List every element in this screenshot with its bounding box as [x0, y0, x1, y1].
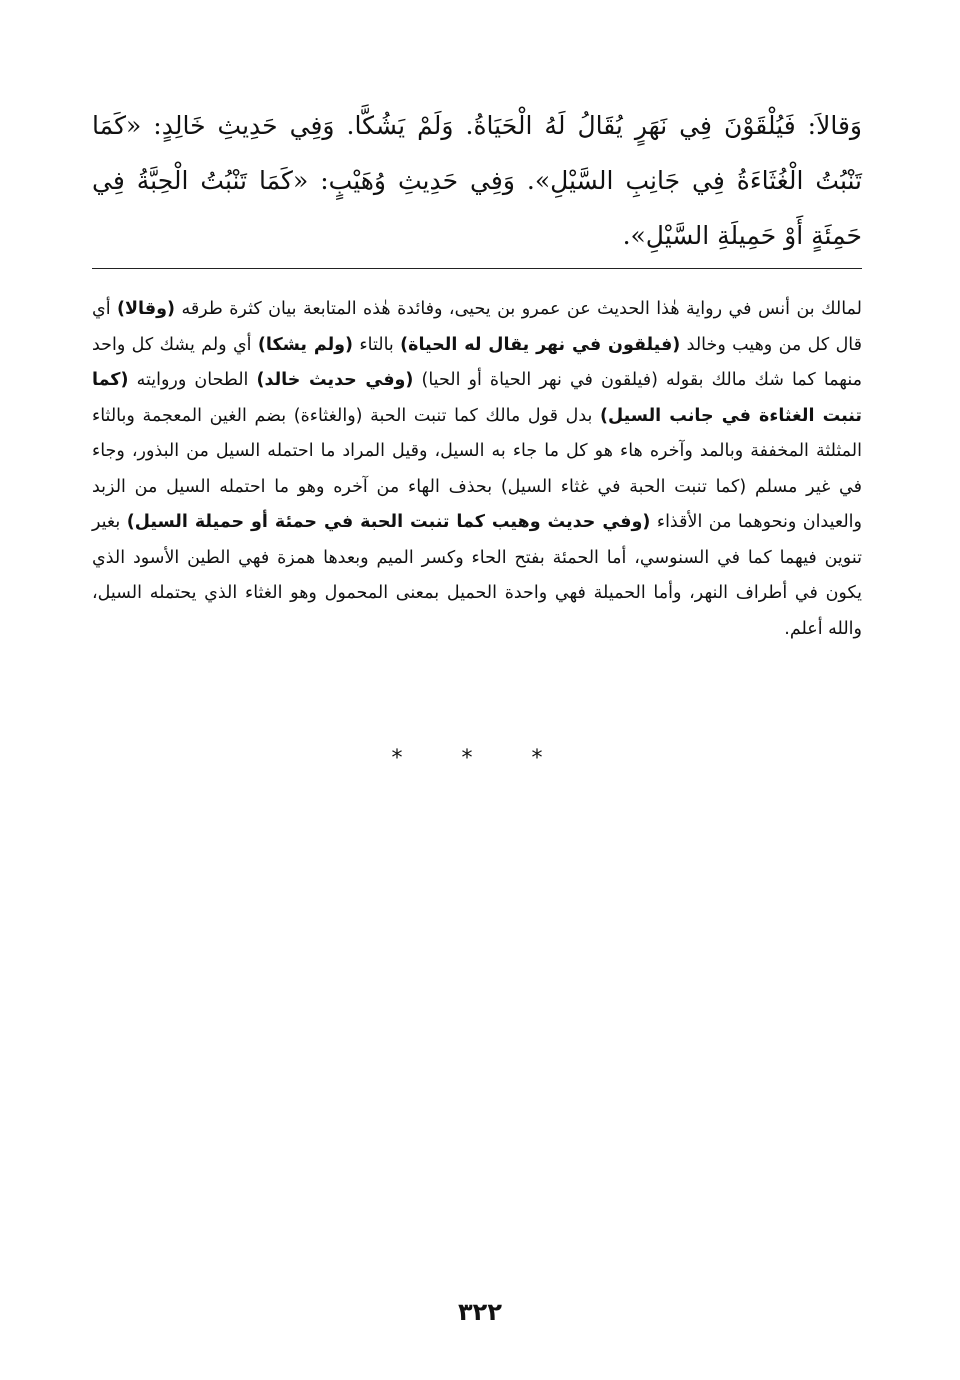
footnote-text: أي قال كل من وهيب وخالد — [92, 299, 862, 355]
footnote-bold-phrase: (وفي حديث وهيب كما تنبت الحبة في حمئة أو حميلة السيل) — [126, 512, 651, 532]
footnote-bold-phrase: (فيلقون في نهر يقال له الحياة) — [400, 334, 681, 355]
footnote-text: لمالك بن أنس في رواية هٰذا الحديث عن عمرو بن يحيى، وفائدة هٰذه المتابعة بيان كثرة طرقه — [174, 299, 862, 319]
footnote-text: الطحان وروايته — [128, 370, 257, 390]
footnote-bold-phrase: (وقالا) — [117, 299, 175, 319]
footnote-text: بالتاء — [353, 334, 401, 355]
main-hadith-text: وَقالاَ: فَيُلْقَوْنَ فِي نَهَرٍ يُقَالُ لَهُ الْحَيَاةُ. وَلَمْ يَشُكَّا. وَفِي حَدِيثِ خَالِدٍ: «كَمَا تَنْبُتُ الْغُثَاءَةُ فِي جَانِبِ السَّيْلِ». وَفِي حَدِيثِ وُهَيْبٍ: «كَمَا تَنْبُتُ الْحِبَّةُ فِي حَمِئَةٍ أَوْ حَمِيلَةِ السَّيْلِ». — [92, 111, 862, 250]
section-divider-stars: * * * — [391, 746, 569, 771]
footnote-text: أي ولم يشك كل واحد منهما كما شك مالك بقوله (فيلقون في نهر الحياة أو الحيا) — [92, 334, 862, 390]
footnote-bold-phrase: (كما تنبت الغثاءة في جانب السيل) — [92, 370, 863, 426]
footnote-text: بغير تنوين فيهما كما في السنوسي، أما الحمئة بفتح الحاء وكسر الميم وبعدها همزة فهي الطين الأسود الذي يكون في أطراف النهر، وأما الحميلة فهي واحدة الحميل بمعنى المحمول وهو الغثاء الذي يحتمله السيل، والله أعلم. — [92, 512, 862, 639]
footnote-text: بدل قول مالك كما تنبت الحبة (والغثاءة) بضم الغين المعجمة وبالثاء المثلثة المخففة وبالمد وآخره هاء هو كل ما جاء به السيل، وقيل المراد ما احتمله السيل من البذور، وجاء في غير مسلم (كما تنبت الحبة في غثاء السيل) بحذف الهاء من آخره وهو ما احتمله السيل من الزبد والعيدان ونحوهما من الأقذاء — [92, 405, 862, 532]
footnote-separator-line — [92, 268, 862, 269]
footnote-commentary — [92, 292, 862, 647]
page-number: ٣٢٢ — [458, 1298, 502, 1326]
footnote-bold-phrase: (ولم يشكا) — [257, 334, 354, 355]
footnote-bold-phrase: (وفي حديث خالد) — [256, 370, 414, 390]
